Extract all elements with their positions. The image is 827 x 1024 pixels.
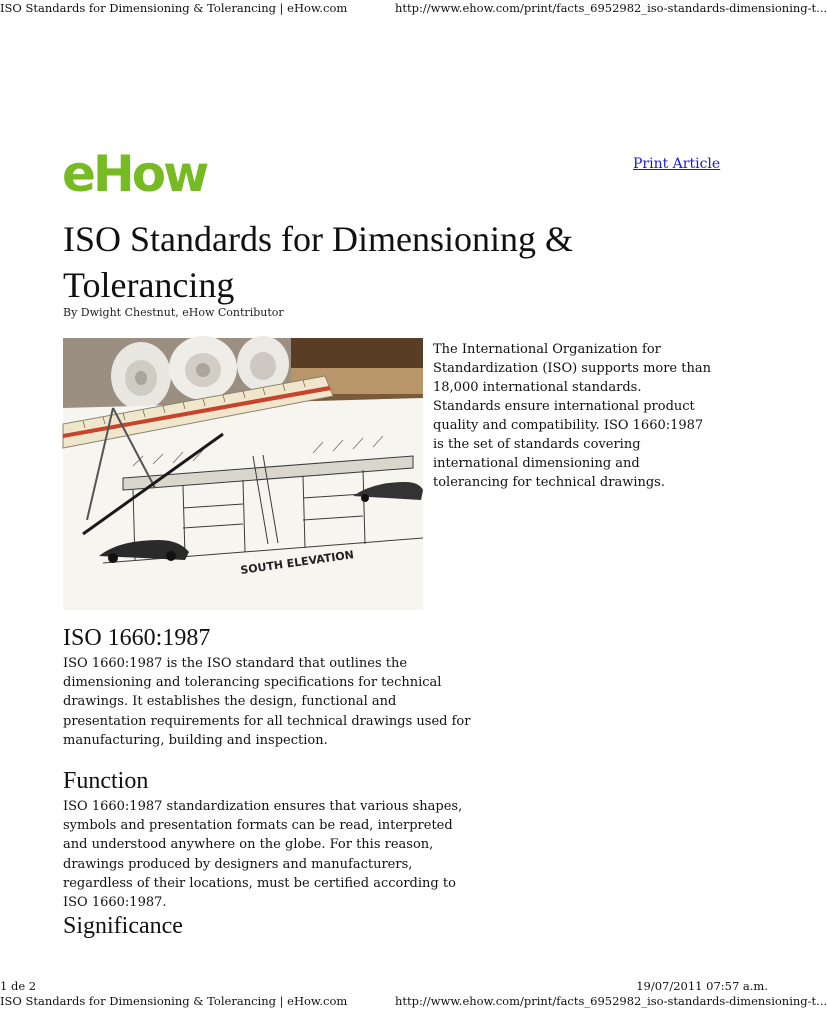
- image-label: SOUTH ELEVATION: [239, 548, 355, 577]
- section-body-function: ISO 1660:1987 standardization ensures that various shapes, symbols and presentation formats can be read, interpreted and understood anywhere on the globe. For this reason, drawings produced by designers and manufacturers, regardless of their locations, must be certified according to ISO 1660:1987.: [63, 799, 463, 911]
- section-heading-significance: Significance: [63, 913, 183, 939]
- article-byline: By Dwight Chestnut, eHow Contributor: [63, 306, 284, 319]
- print-header: [0, 0, 827, 16]
- section-body-iso-1660: ISO 1660:1987 is the ISO standard that outlines the dimensioning and tolerancing specifications for technical drawings. It establishes the design, functional and presentation requirements for all technical drawings used for manufacturing, building and inspection.: [63, 656, 471, 748]
- article-intro: The International Organization for Standardization (ISO) supports more than 18,000 international standards. Standards ensure international product quality and compatibility. ISO 1660:1987 is the set of standards covering international dimensioning and tolerancing for technical drawings.: [433, 342, 711, 490]
- next-page-title: ISO Standards for Dimensioning & Tolerancing | eHow.com: [0, 994, 348, 1008]
- print-datetime: 19/07/2011 07:57 a.m.: [636, 979, 768, 993]
- section-heading-iso-1660: ISO 1660:1987: [63, 625, 211, 651]
- print-article-link[interactable]: Print Article: [633, 156, 721, 172]
- ehow-logo[interactable]: eHow: [62, 145, 207, 203]
- architectural-drawing-image: [63, 338, 423, 610]
- print-header-url: http://www.ehow.com/print/facts_6952982_iso-standards-dimensioning-t...: [395, 1, 827, 15]
- print-header-title: ISO Standards for Dimensioning & Tolerancing | eHow.com: [0, 1, 348, 15]
- print-page-number: 1 de 2: [0, 979, 37, 993]
- print-footer: [0, 978, 768, 994]
- next-page-header: [0, 993, 827, 1009]
- article-photo: [63, 338, 423, 610]
- section-heading-function: Function: [63, 768, 149, 794]
- article-title: ISO Standards for Dimensioning & Tolerancing: [63, 219, 573, 305]
- next-page-url: http://www.ehow.com/print/facts_6952982_iso-standards-dimensioning-t...: [395, 994, 827, 1008]
